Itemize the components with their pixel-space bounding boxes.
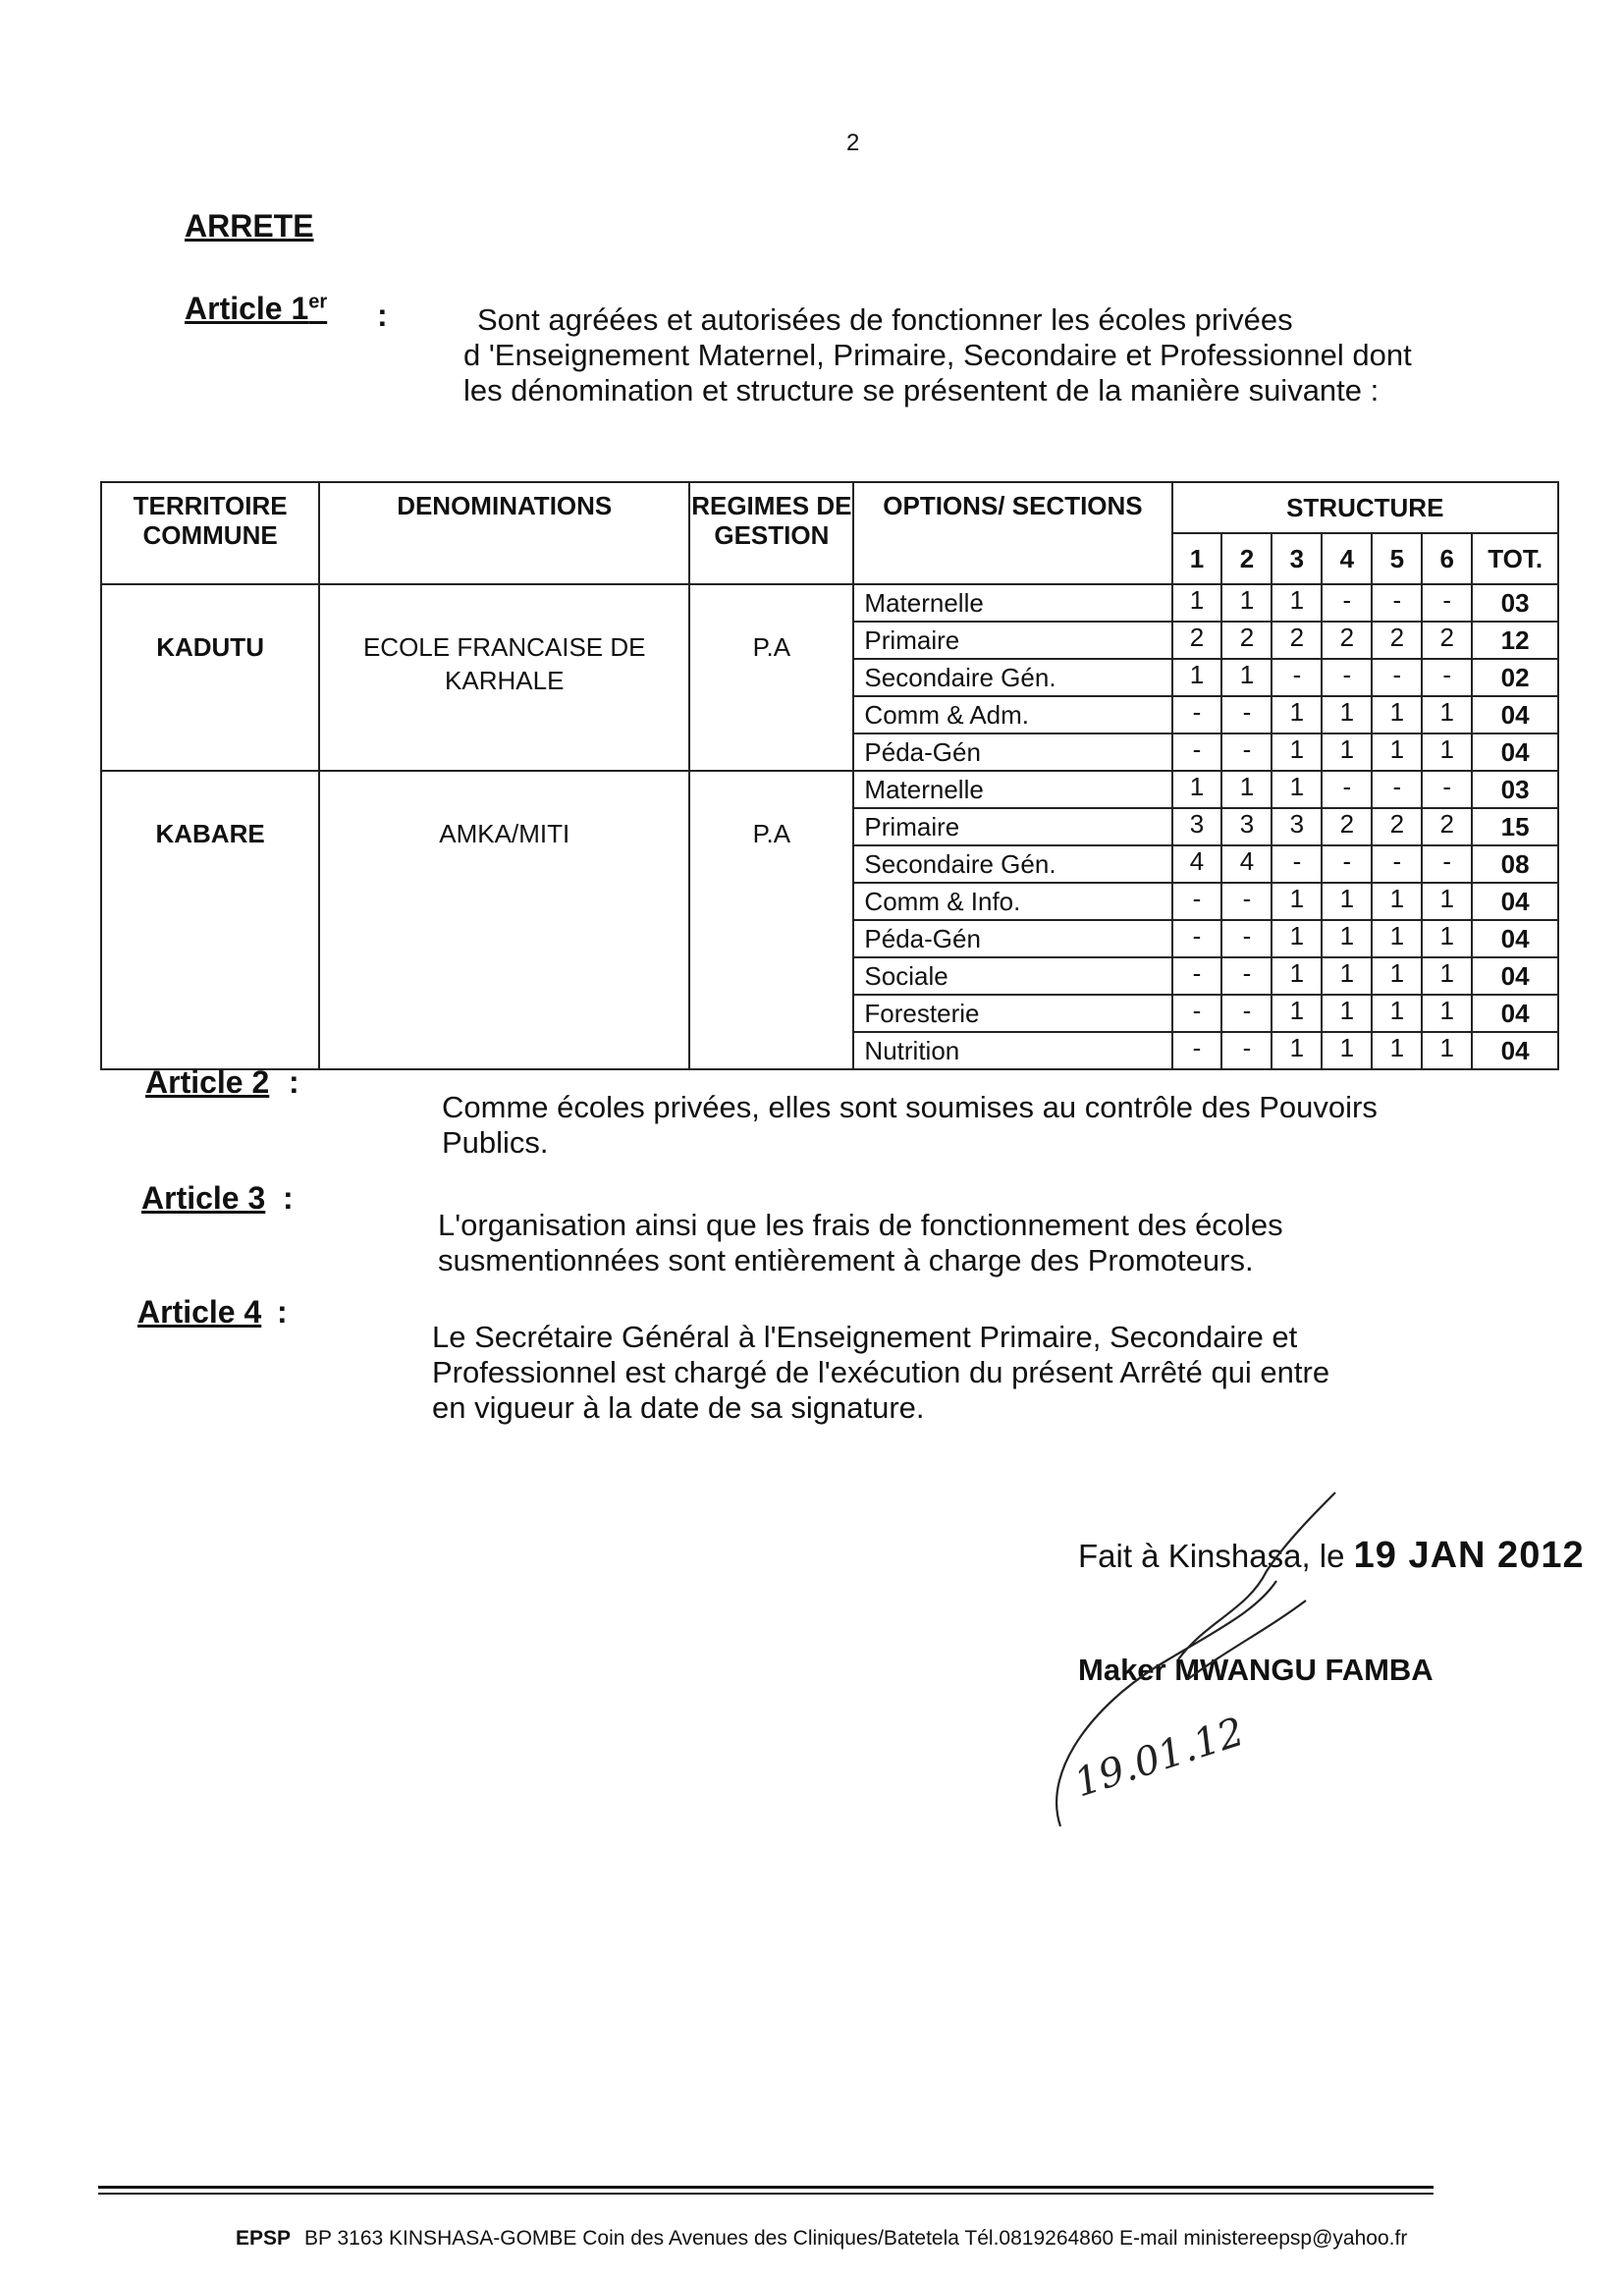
total-cell: 03 — [1472, 584, 1558, 622]
total-cell: 04 — [1472, 995, 1558, 1032]
header-options: OPTIONS/ SECTIONS — [853, 482, 1171, 584]
structure-cell: - — [1172, 1032, 1222, 1069]
structure-cell: 4 — [1221, 845, 1272, 883]
option-cell: Secondaire Gén. — [853, 845, 1171, 883]
place-text: Fait à Kinshasa, le — [1078, 1538, 1345, 1574]
structure-cell: 1 — [1322, 920, 1372, 957]
option-cell: Maternelle — [853, 771, 1171, 808]
structure-cell: - — [1372, 584, 1422, 622]
footer-contact: BP 3163 KINSHASA-GOMBE Coin des Avenues des Cliniques/Batetela Tél.0819264860 E-mail ministereepsp@yahoo.fr — [304, 2227, 1408, 2250]
structure-cell: - — [1221, 1032, 1272, 1069]
structure-cell: 1 — [1272, 1032, 1322, 1069]
structure-cell: 2 — [1221, 622, 1272, 659]
article-2-line: Comme écoles privées, elles sont soumises au contrôle des Pouvoirs — [442, 1090, 1378, 1124]
article-1-label-sup: er — [308, 291, 328, 313]
structure-cell: 1 — [1272, 920, 1322, 957]
structure-cell: 3 — [1272, 808, 1322, 845]
article-3-line: susmentionnées sont entièrement à charge des Promoteurs. — [438, 1243, 1254, 1277]
structure-cell: - — [1172, 995, 1222, 1032]
option-cell: Foresterie — [853, 995, 1171, 1032]
structure-cell: - — [1372, 845, 1422, 883]
structure-cell: 1 — [1272, 957, 1322, 995]
article-4-text — [432, 1320, 1414, 1426]
structure-cell: 3 — [1172, 808, 1222, 845]
header-col-6: 6 — [1422, 533, 1472, 584]
structure-cell: 1 — [1172, 771, 1222, 808]
structure-cell: 1 — [1372, 920, 1422, 957]
article-1-label-main: Article 1 — [185, 291, 309, 326]
structure-cell: 1 — [1272, 995, 1322, 1032]
structure-cell: - — [1322, 584, 1372, 622]
structure-cell: 1 — [1422, 995, 1472, 1032]
article-4-line: Professionnel est chargé de l'exécution du présent Arrêté qui entre — [432, 1355, 1330, 1389]
article-1-colon: : — [377, 298, 388, 333]
structure-cell: - — [1422, 584, 1472, 622]
footer-label: EPSP — [236, 2227, 292, 2250]
structure-cell: 2 — [1172, 622, 1222, 659]
structure-cell: - — [1172, 957, 1222, 995]
header-denominations: DENOMINATIONS — [319, 482, 689, 584]
structure-cell: - — [1172, 883, 1222, 920]
footer-rule-bottom — [98, 2193, 1434, 2195]
structure-cell: 1 — [1221, 771, 1272, 808]
header-col-3: 3 — [1272, 533, 1322, 584]
total-cell: 04 — [1472, 957, 1558, 995]
option-cell: Péda-Gén — [853, 920, 1171, 957]
signature-date: 19.01.12 — [1068, 1709, 1250, 1807]
structure-cell: 1 — [1172, 584, 1222, 622]
article-2-line: Publics. — [442, 1125, 549, 1160]
structure-cell: 1 — [1221, 584, 1272, 622]
structure-cell: 1 — [1322, 696, 1372, 733]
handwritten-signature — [1021, 1473, 1492, 1885]
structure-cell: - — [1221, 733, 1272, 771]
schools-table — [100, 481, 1559, 1070]
structure-cell: - — [1172, 733, 1222, 771]
structure-cell: 1 — [1322, 1032, 1372, 1069]
territoire-cell: KADUTU — [101, 584, 319, 771]
structure-cell: - — [1322, 771, 1372, 808]
structure-cell: - — [1221, 883, 1272, 920]
header-territoire: TERRITOIRE COMMUNE — [101, 482, 319, 584]
total-cell: 12 — [1472, 622, 1558, 659]
option-cell: Nutrition — [853, 1032, 1171, 1069]
article-2-label: Article 2 — [145, 1064, 270, 1100]
option-cell: Maternelle — [853, 584, 1171, 622]
structure-cell: 2 — [1322, 808, 1372, 845]
structure-cell: - — [1221, 920, 1272, 957]
article-3-line: L'organisation ainsi que les frais de fonctionnement des écoles — [438, 1208, 1283, 1242]
structure-cell: 2 — [1372, 808, 1422, 845]
footer-address — [236, 2227, 1407, 2251]
structure-cell: - — [1322, 659, 1372, 696]
option-cell: Primaire — [853, 622, 1171, 659]
article-4-line: en vigueur à la date de sa signature. — [432, 1390, 925, 1425]
article-1-label — [185, 291, 327, 327]
territoire-cell: KABARE — [101, 771, 319, 1069]
article-1-text — [463, 302, 1445, 408]
date-stamp: 19 JAN 2012 — [1353, 1535, 1585, 1576]
structure-cell: - — [1372, 771, 1422, 808]
structure-cell: - — [1422, 845, 1472, 883]
option-cell: Comm & Adm. — [853, 696, 1171, 733]
total-cell: 04 — [1472, 733, 1558, 771]
article-4-line: Le Secrétaire Général à l'Enseignement Primaire, Secondaire et — [432, 1320, 1298, 1354]
header-col-4: 4 — [1322, 533, 1372, 584]
article-1-line: Sont agréées et autorisées de fonctionner les écoles privées — [477, 302, 1293, 337]
article-3-colon: : — [283, 1180, 294, 1216]
total-cell: 08 — [1472, 845, 1558, 883]
page-number: 2 — [846, 130, 860, 156]
structure-cell: - — [1172, 920, 1222, 957]
structure-cell: 1 — [1422, 1032, 1472, 1069]
structure-cell: - — [1272, 845, 1322, 883]
structure-cell: 2 — [1322, 622, 1372, 659]
structure-cell: 2 — [1372, 622, 1422, 659]
article-4-colon: : — [277, 1294, 288, 1330]
footer-rule-top — [98, 2186, 1434, 2189]
article-2-colon: : — [289, 1064, 299, 1100]
structure-cell: 1 — [1272, 696, 1322, 733]
header-col-1: 1 — [1172, 533, 1222, 584]
option-cell: Péda-Gén — [853, 733, 1171, 771]
structure-cell: 1 — [1272, 733, 1322, 771]
structure-cell: 1 — [1272, 771, 1322, 808]
article-2-text — [442, 1090, 1473, 1161]
regime-cell: P.A — [689, 771, 853, 1069]
structure-cell: 1 — [1322, 733, 1372, 771]
document-heading: ARRETE — [185, 208, 314, 244]
denomination-cell: ECOLE FRANCAISE DE KARHALE — [319, 584, 689, 771]
header-regimes: REGIMES DE GESTION — [689, 482, 853, 584]
option-cell: Secondaire Gén. — [853, 659, 1171, 696]
structure-cell: 1 — [1322, 957, 1372, 995]
structure-cell: 1 — [1372, 995, 1422, 1032]
article-1-line: les dénomination et structure se présentent de la manière suivante : — [463, 373, 1380, 407]
structure-cell: 1 — [1172, 659, 1222, 696]
structure-cell: - — [1422, 659, 1472, 696]
article-3-text — [438, 1208, 1479, 1278]
article-4-label: Article 4 — [137, 1294, 262, 1330]
total-cell: 15 — [1472, 808, 1558, 845]
structure-cell: 1 — [1422, 920, 1472, 957]
total-cell: 04 — [1472, 883, 1558, 920]
signatory-name: Maker MWANGU FAMBA — [1078, 1653, 1434, 1687]
structure-cell: 1 — [1322, 883, 1372, 920]
total-cell: 04 — [1472, 920, 1558, 957]
total-cell: 03 — [1472, 771, 1558, 808]
structure-cell: - — [1172, 696, 1222, 733]
structure-cell: - — [1221, 995, 1272, 1032]
structure-cell: 1 — [1372, 957, 1422, 995]
structure-cell: 1 — [1372, 696, 1422, 733]
header-structure: STRUCTURE — [1172, 482, 1558, 533]
structure-cell: - — [1221, 957, 1272, 995]
structure-cell: 2 — [1422, 622, 1472, 659]
structure-cell: 1 — [1422, 883, 1472, 920]
header-col-2: 2 — [1221, 533, 1272, 584]
total-cell: 04 — [1472, 1032, 1558, 1069]
structure-cell: 3 — [1221, 808, 1272, 845]
option-cell: Primaire — [853, 808, 1171, 845]
structure-cell: 4 — [1172, 845, 1222, 883]
structure-cell: 1 — [1422, 696, 1472, 733]
article-1-line: d 'Enseignement Maternel, Primaire, Secondaire et Professionnel dont — [463, 338, 1412, 372]
article-3-label: Article 3 — [141, 1180, 266, 1216]
structure-cell: - — [1372, 659, 1422, 696]
structure-cell: 2 — [1272, 622, 1322, 659]
structure-cell: 1 — [1322, 995, 1372, 1032]
header-col-5: 5 — [1372, 533, 1422, 584]
total-cell: 02 — [1472, 659, 1558, 696]
option-cell: Sociale — [853, 957, 1171, 995]
structure-cell: 1 — [1221, 659, 1272, 696]
structure-cell: 2 — [1422, 808, 1472, 845]
structure-cell: 1 — [1372, 733, 1422, 771]
structure-cell: - — [1221, 696, 1272, 733]
option-cell: Comm & Info. — [853, 883, 1171, 920]
total-cell: 04 — [1472, 696, 1558, 733]
structure-cell: - — [1422, 771, 1472, 808]
structure-cell: - — [1272, 659, 1322, 696]
regime-cell: P.A — [689, 584, 853, 771]
denomination-cell: AMKA/MITI — [319, 771, 689, 1069]
structure-cell: 1 — [1372, 883, 1422, 920]
structure-cell: 1 — [1272, 584, 1322, 622]
structure-cell: - — [1322, 845, 1372, 883]
header-col-tot: TOT. — [1472, 533, 1558, 584]
structure-cell: 1 — [1422, 733, 1472, 771]
structure-cell: 1 — [1272, 883, 1322, 920]
structure-cell: 1 — [1372, 1032, 1422, 1069]
structure-cell: 1 — [1422, 957, 1472, 995]
